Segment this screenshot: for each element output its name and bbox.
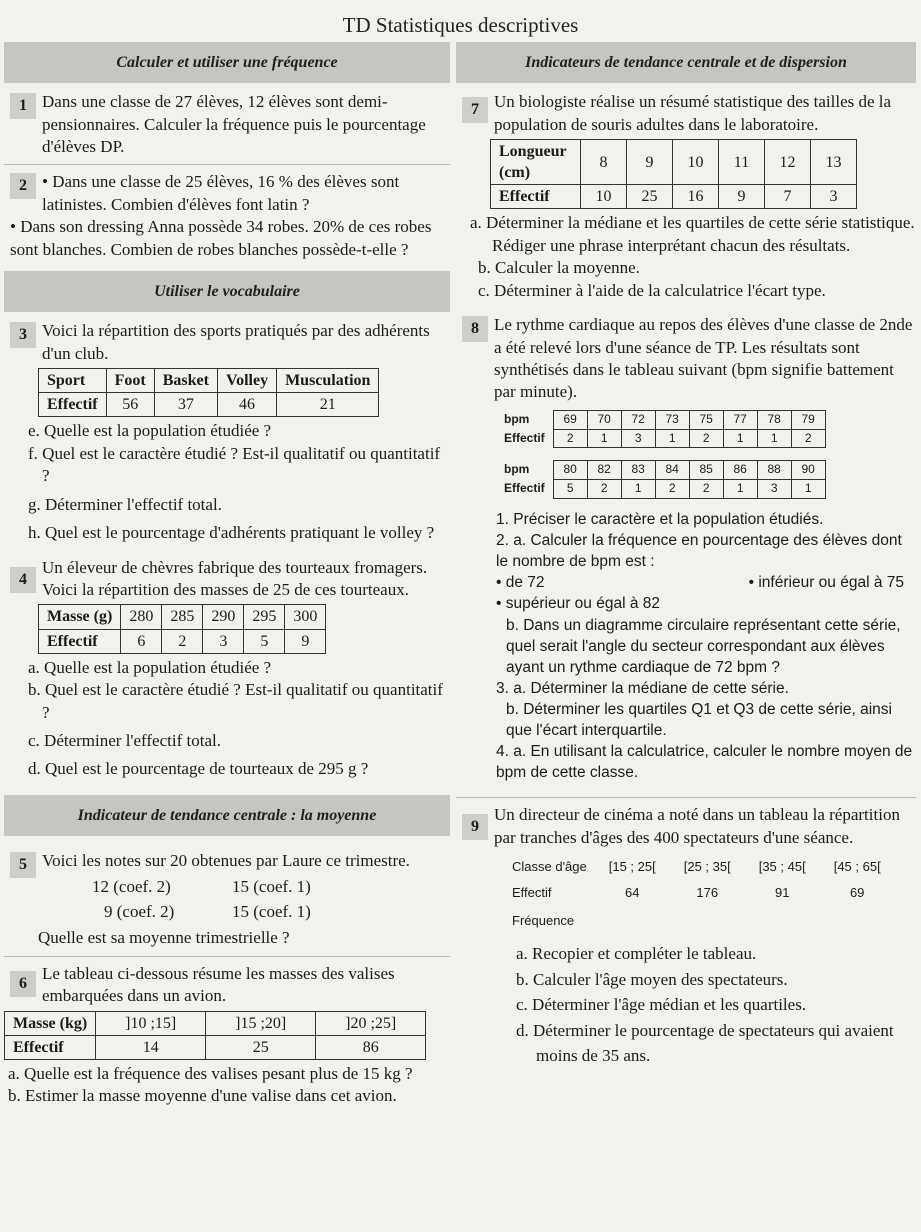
table-cell: 1 — [655, 429, 689, 448]
table-cell: bpm — [504, 411, 530, 426]
table-cell: bpm — [504, 462, 530, 477]
table-cell: 90 — [791, 461, 825, 480]
exercise-3 — [4, 320, 450, 544]
table-cell: Effectif — [39, 393, 107, 417]
table-cell: 14 — [96, 1035, 206, 1059]
exercise-5 — [4, 850, 450, 950]
table-cell: Classe d'âge — [512, 859, 587, 875]
table-cell: Effectif — [504, 481, 545, 496]
table-cell: ]20 ;25] — [316, 1011, 426, 1035]
exercise-intro: Le rythme cardiaque au repos des élèves d'une classe de 2nde a été relevé lors d'une séance de TP. Les résultats sont synthétisés dans le tableau suivant (bpm signifie battement par minute). — [494, 315, 913, 402]
question: c. Déterminer à l'aide de la calculatrice l'écart type. — [478, 280, 826, 300]
divider — [4, 956, 450, 957]
exercise-bullet: • Dans son dressing Anna possède 34 robes. 20% de ces robes sont blanches. Combien de robes blanches possède-t-elle ? — [10, 217, 432, 259]
table-cell: 1 — [791, 480, 825, 499]
table-cell: 2 — [689, 480, 723, 499]
table-cell: 91 — [774, 885, 790, 901]
table-cell: Masse (g) — [39, 605, 121, 629]
exercise-number: 1 — [10, 93, 36, 119]
section-banner-frequence: Calculer et utiliser une fréquence — [4, 42, 450, 83]
table-cell: 3 — [811, 185, 857, 209]
exercise-4 — [4, 557, 450, 781]
question: Quelle est sa moyenne trimestrielle ? — [38, 928, 290, 948]
exercise-intro: Voici la répartition des sports pratiqués par des adhérents d'un club. — [42, 321, 430, 363]
table-cell: 16 — [673, 185, 719, 209]
question-bullet: • supérieur ou égal à 82 — [496, 595, 660, 613]
table-cell: 280 — [121, 605, 162, 629]
table-cell: 300 — [285, 605, 326, 629]
exercise-text: Dans une classe de 27 élèves, 12 élèves sont demi-pensionnaires. Calculer la fréquence puis le pourcentage d'élèves DP. — [42, 92, 426, 156]
table-cell: 1 — [587, 429, 621, 448]
table-cell: 7 — [765, 185, 811, 209]
table-cell: 3 — [203, 629, 244, 653]
exercise-7 — [456, 91, 916, 302]
table-cell: Volley — [217, 369, 276, 393]
table-cell: 9 — [719, 185, 765, 209]
table-cell: 1 — [757, 429, 791, 448]
table-cell: [25 ; 35[ — [683, 859, 731, 875]
table-cell: 56 — [106, 393, 154, 417]
bpm-table-1 — [496, 410, 826, 449]
table-cell: 5 — [553, 480, 587, 499]
table-cell — [595, 907, 670, 935]
table-cell: Effectif — [504, 430, 545, 445]
table-cell: 176 — [696, 885, 719, 901]
table-cell — [820, 907, 895, 935]
table-cell: 84 — [655, 461, 689, 480]
table-cell: 9 — [627, 139, 673, 184]
table-cell: 64 — [625, 885, 640, 901]
question: d. Déterminer le pourcentage de spectateurs qui avaient moins de 35 ans. — [516, 1020, 894, 1066]
question: 3. a. Déterminer la médiane de cette série. — [496, 679, 789, 697]
table-cell: 25 — [206, 1035, 316, 1059]
question: 4. a. En utilisant la calculatrice, calculer le nombre moyen de bpm de cette classe. — [496, 742, 913, 782]
question: g. Déterminer l'effectif total. — [28, 494, 222, 514]
table-cell: 46 — [217, 393, 276, 417]
right-column — [456, 40, 916, 1069]
table-cell: Effectif — [512, 885, 552, 901]
table-cell: 2 — [553, 429, 587, 448]
table-cell: 37 — [154, 393, 217, 417]
table-cell: 88 — [757, 461, 791, 480]
table-cell: 78 — [757, 410, 791, 429]
exercise-9 — [456, 804, 916, 1068]
exercise-number: 4 — [10, 567, 36, 593]
table-cell: 77 — [723, 410, 757, 429]
table-cell: 285 — [162, 605, 203, 629]
section-banner-vocabulaire: Utiliser le vocabulaire — [4, 271, 450, 312]
table-cell: Effectif — [39, 629, 121, 653]
exercise-number: 5 — [10, 852, 36, 878]
table-cell: Sport — [39, 369, 107, 393]
masses-table — [38, 604, 326, 653]
table-cell: 8 — [581, 139, 627, 184]
table-cell: 25 — [627, 185, 673, 209]
question: b. Dans un diagramme circulaire représentant cette série, quel serait l'angle du secteur correspondant aux élèves ayant un rythme cardiaque de 72 bpm ? — [506, 616, 901, 676]
question: a. Quelle est la population étudiée ? — [28, 657, 272, 677]
exercise-intro: Le tableau ci-dessous résume les masses des valises embarquées dans un avion. — [42, 963, 395, 1006]
table-cell: Effectif — [5, 1035, 96, 1059]
question: 1. Préciser le caractère et la population étudiés. — [496, 511, 824, 529]
table-cell: [15 ; 25[ — [608, 859, 656, 875]
question: b. Estimer la masse moyenne d'une valise dans cet avion. — [8, 1086, 397, 1106]
table-cell: 11 — [719, 139, 765, 184]
question: d. Quel est le pourcentage de tourteaux de 295 g ? — [28, 759, 369, 779]
exercise-number: 6 — [10, 971, 36, 997]
question: h. Quel est le pourcentage d'adhérents pratiquant le volley ? — [28, 523, 435, 543]
grade: 9 (coef. 2) — [104, 901, 175, 921]
table-cell: 6 — [121, 629, 162, 653]
table-cell: 2 — [689, 429, 723, 448]
table-cell: 80 — [553, 461, 587, 480]
section-banner-moyenne: Indicateur de tendance centrale : la moyenne — [4, 795, 450, 836]
exercise-intro: Voici les notes sur 20 obtenues par Laure ce trimestre. — [42, 850, 410, 870]
question-bullet: • inférieur ou égal à 75 — [748, 574, 904, 592]
exercise-number: 8 — [462, 316, 488, 342]
exercise-6 — [4, 963, 450, 1108]
grade: 12 (coef. 2) — [92, 877, 171, 897]
table-cell: Foot — [106, 369, 154, 393]
table-cell: 79 — [791, 410, 825, 429]
table-cell: 1 — [723, 480, 757, 499]
question: b. Calculer l'âge moyen des spectateurs. — [516, 969, 788, 989]
table-cell: [45 ; 65[ — [833, 859, 881, 875]
question: b. Déterminer les quartiles Q1 et Q3 de cette série, ainsi que l'écart interquartile. — [506, 700, 892, 739]
exercise-number: 2 — [10, 173, 36, 199]
table-cell: 2 — [791, 429, 825, 448]
question-bullet: • de 72 — [496, 574, 545, 592]
table-cell: ]15 ;20] — [206, 1011, 316, 1035]
table-cell: 1 — [621, 480, 655, 499]
question: f. Quel est le caractère étudié ? Est-il qualitatif ou quantitatif ? — [28, 443, 441, 486]
table-cell: 13 — [811, 139, 857, 184]
table-cell: 85 — [689, 461, 723, 480]
grade: 15 (coef. 1) — [232, 877, 311, 897]
question: c. Déterminer l'âge médian et les quartiles. — [516, 995, 807, 1015]
question: 2. a. Calculer la fréquence en pourcentage des élèves dont le nombre de bpm est : — [496, 532, 902, 571]
table-cell: 82 — [587, 461, 621, 480]
question: e. Quelle est la population étudiée ? — [28, 421, 272, 441]
question: a. Déterminer la médiane et les quartiles de cette série statistique. Rédiger une phrase interprétant chacun des résultats. — [470, 213, 915, 255]
souris-table — [490, 139, 857, 209]
table-cell: ]10 ;15] — [96, 1011, 206, 1035]
table-cell: 73 — [655, 410, 689, 429]
divider — [4, 164, 450, 165]
table-cell: 10 — [673, 139, 719, 184]
table-cell: 3 — [757, 480, 791, 499]
question: a. Recopier et compléter le tableau. — [516, 944, 757, 964]
exercise-2 — [4, 171, 450, 261]
divider — [456, 797, 916, 798]
left-column — [4, 40, 450, 1108]
bpm-table-2 — [496, 460, 826, 499]
table-cell — [670, 907, 745, 935]
table-cell: 12 — [765, 139, 811, 184]
table-cell: 86 — [723, 461, 757, 480]
question: b. Quel est le caractère étudié ? Est-il qualitatif ou quantitatif ? — [28, 680, 443, 722]
table-cell: 69 — [553, 410, 587, 429]
table-cell: 10 — [581, 185, 627, 209]
table-cell — [745, 907, 820, 935]
table-cell: 70 — [587, 410, 621, 429]
question: a. Quelle est la fréquence des valises pesant plus de 15 kg ? — [8, 1063, 413, 1083]
section-banner-indicateurs: Indicateurs de tendance centrale et de dispersion — [456, 42, 916, 83]
exercise-bullet: • Dans une classe de 25 élèves, 16 % des élèves sont latinistes. Combien d'élèves font latin ? — [42, 172, 400, 214]
table-cell: 83 — [621, 461, 655, 480]
table-cell: 21 — [277, 393, 379, 417]
exercise-number: 9 — [462, 814, 488, 840]
question: b. Calculer la moyenne. — [478, 258, 640, 278]
exercise-intro: Un éleveur de chèvres fabrique des tourteaux fromagers. Voici la répartition des masses de 25 de ces tourteaux. — [42, 557, 428, 599]
table-cell: 75 — [689, 410, 723, 429]
cinema-table — [504, 855, 895, 935]
exercise-number: 3 — [10, 322, 36, 348]
table-cell: Longueur (cm) — [491, 139, 581, 184]
exercise-number: 7 — [462, 97, 488, 123]
table-cell: Effectif — [491, 185, 581, 209]
table-cell: 86 — [316, 1035, 426, 1059]
exercise-1 — [4, 91, 450, 158]
table-cell: [35 ; 45[ — [758, 859, 806, 875]
valises-table — [4, 1011, 426, 1060]
table-cell: 2 — [587, 480, 621, 499]
table-cell: Musculation — [277, 369, 379, 393]
table-cell: 2 — [162, 629, 203, 653]
table-cell: 3 — [621, 429, 655, 448]
table-cell: 69 — [849, 885, 865, 901]
page-title: TD Statistiques descriptives — [342, 13, 579, 37]
table-cell: 5 — [244, 629, 285, 653]
sports-table — [38, 368, 379, 417]
exercise-8 — [456, 314, 916, 783]
table-cell: 9 — [285, 629, 326, 653]
table-cell: 290 — [203, 605, 244, 629]
question: c. Déterminer l'effectif total. — [28, 730, 221, 750]
table-cell: Masse (kg) — [5, 1011, 96, 1035]
grade: 15 (coef. 1) — [232, 901, 311, 921]
table-cell: 1 — [723, 429, 757, 448]
table-cell: 295 — [244, 605, 285, 629]
table-cell: 2 — [655, 480, 689, 499]
exercise-intro: Un biologiste réalise un résumé statistique des tailles de la population de souris adultes dans le laboratoire. — [494, 92, 892, 134]
exercise-intro: Un directeur de cinéma a noté dans un tableau la répartition par tranches d'âges des 400 spectateurs d'une séance. — [494, 805, 900, 847]
table-cell: 72 — [621, 410, 655, 429]
table-cell: Basket — [154, 369, 217, 393]
table-cell: Fréquence — [512, 913, 575, 929]
